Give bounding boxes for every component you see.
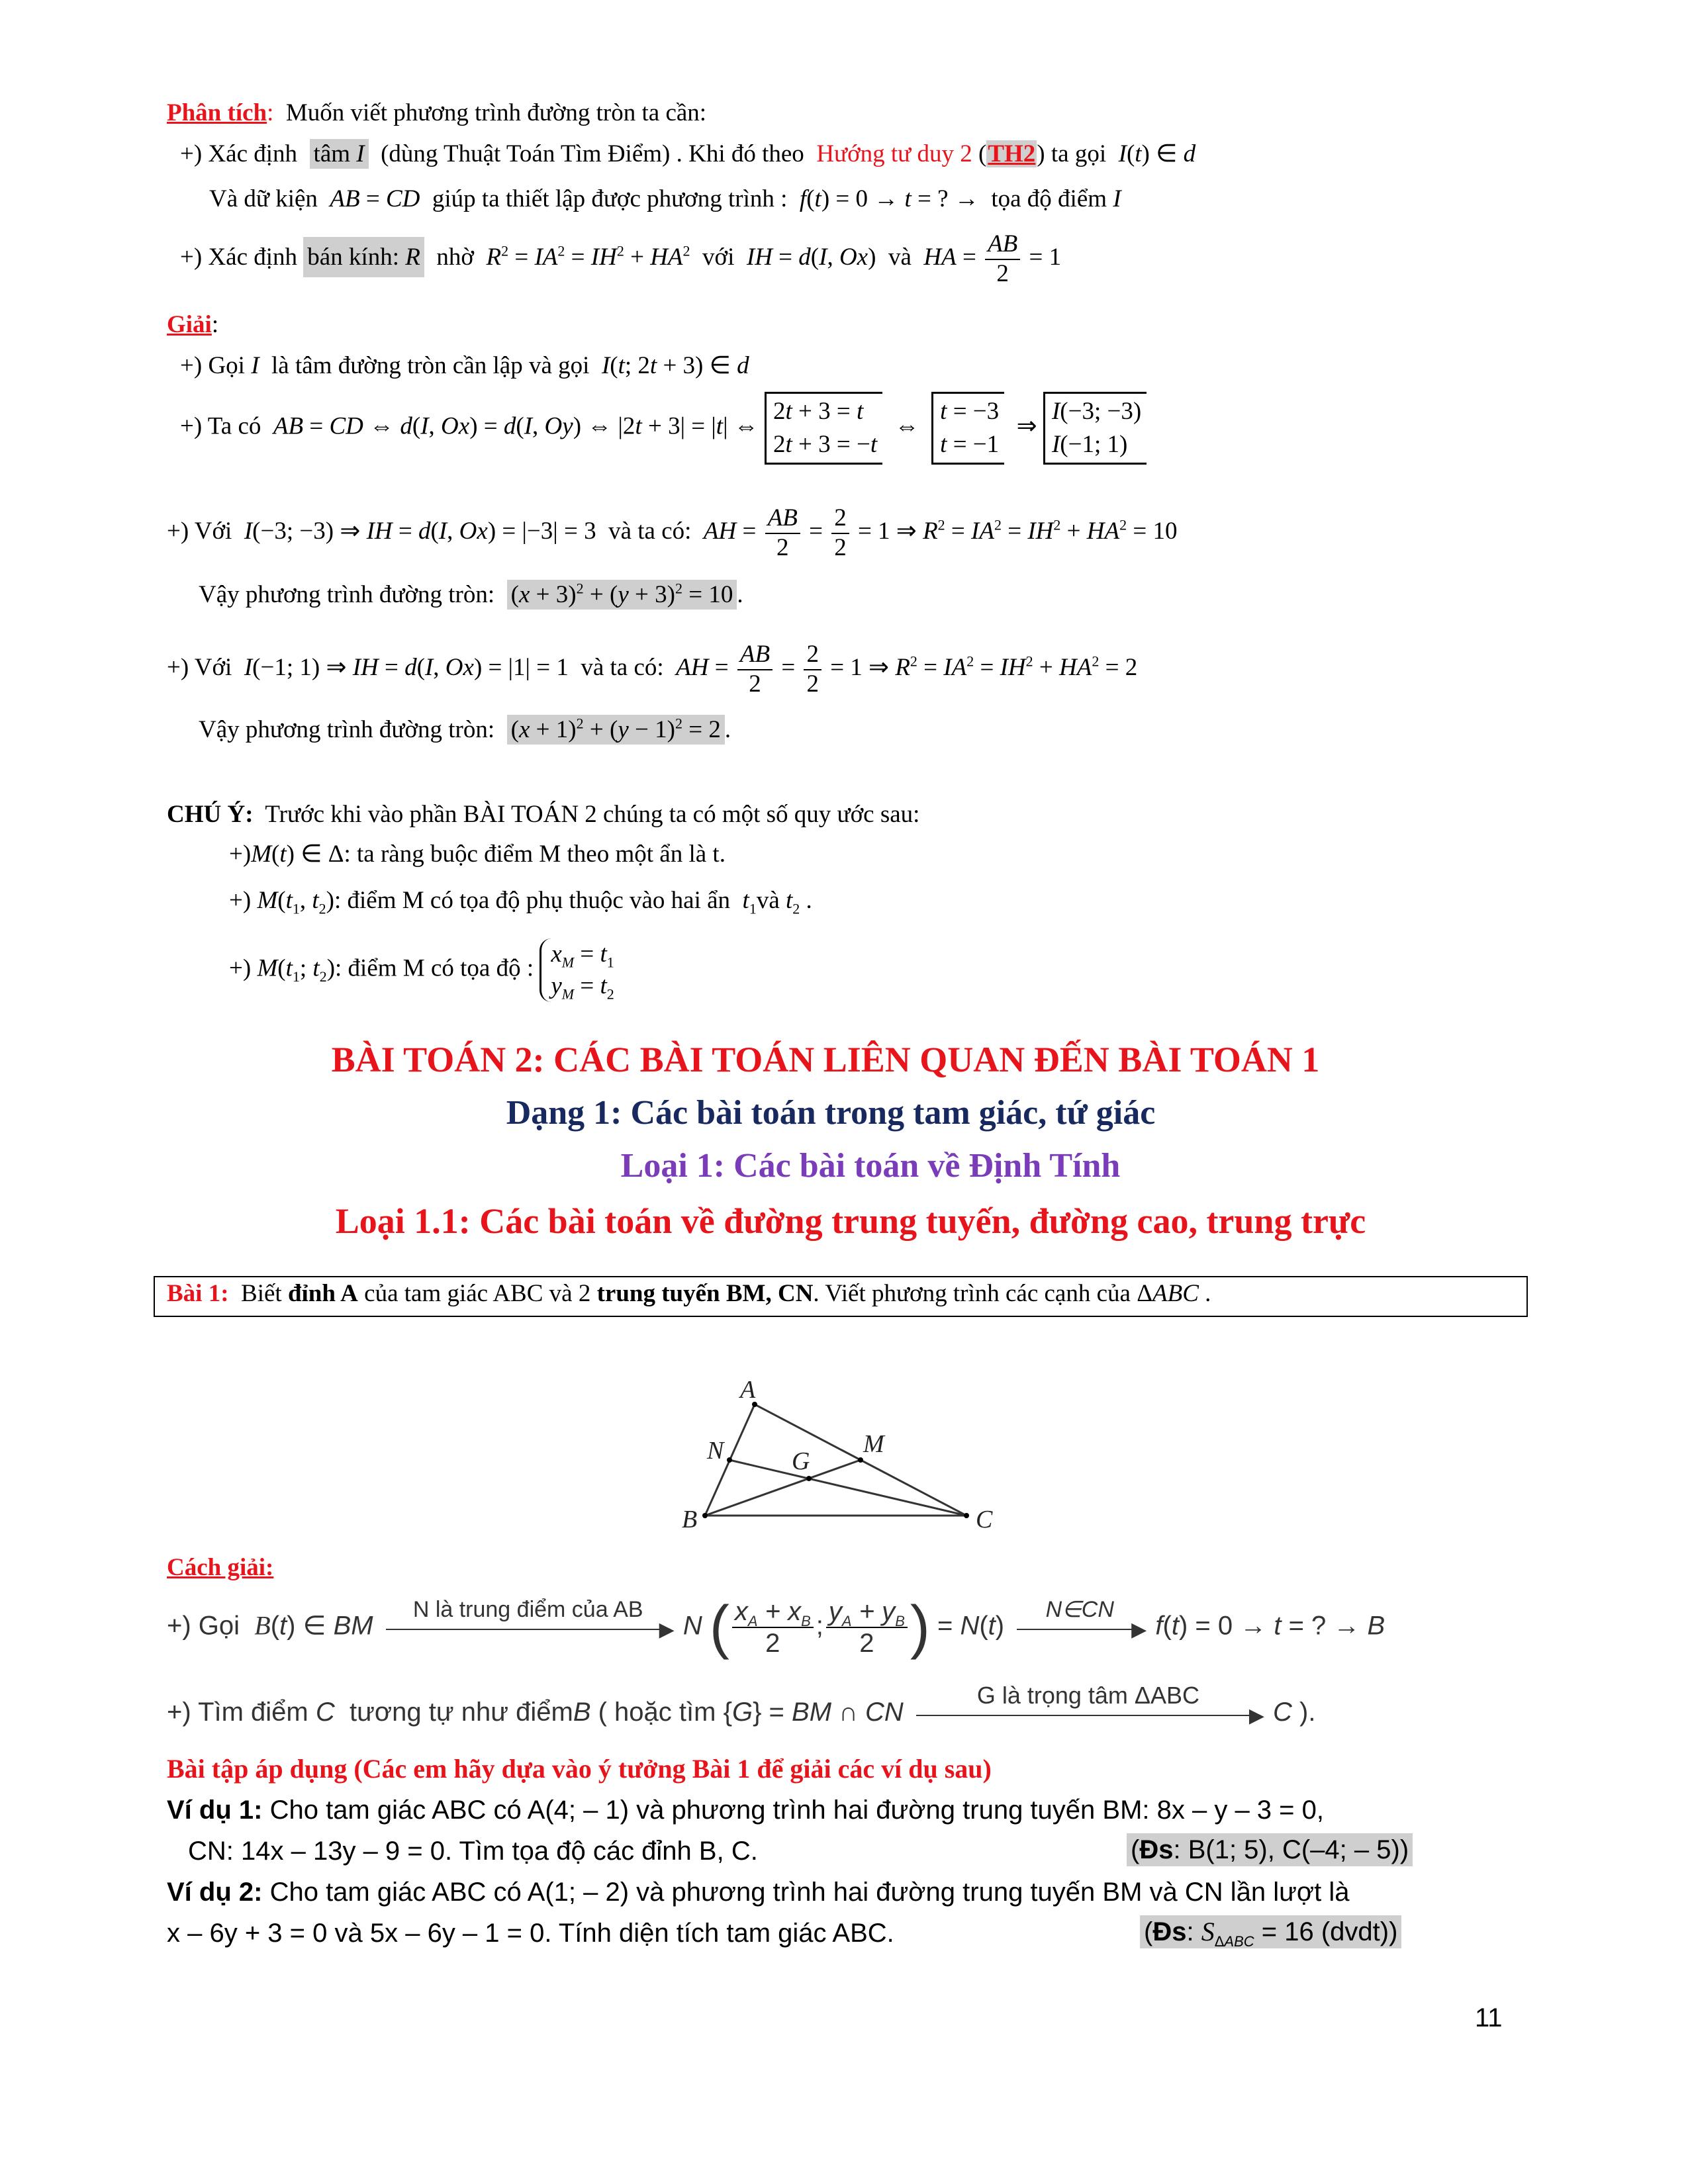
note-text: và <box>756 887 780 914</box>
solution-line-5: +) Với I(−1; 1) ⇒ IH = d(I, Ox) = |1| = 1 và ta có: AH = $\frac{AB}{2}$ = $\frac{2}{2}$ = 1 ⇒ $R^2 = IA^2 = IH^2 + HA^2 = 2$ <box>167 641 1138 698</box>
example-label: Ví dụ 1: <box>167 1796 263 1825</box>
answer-label: Đs <box>1139 1835 1174 1864</box>
solution-text: là tâm đường tròn cần lập và gọi <box>271 352 590 379</box>
answer-circle-2: $(x + 1)^2 + (y - 1)^2 = 2$ <box>507 715 725 745</box>
analysis-text: bán kính: <box>307 244 400 271</box>
problem-line: Bài 1: Biết đỉnh A của tam giác ABC và 2 trung tuyến BM, CN. Viết phương trình các cạnh của ΔABC . <box>167 1280 1211 1307</box>
heading-dang-1: Dạng 1: Các bài toán trong tam giác, tứ giác <box>506 1094 1156 1132</box>
answer-text: (dvdt)) <box>1321 1917 1398 1946</box>
label-n: N <box>707 1437 724 1465</box>
exercises-title: Bài tập áp dụng (Các em hãy dựa vào ý tưởng Bài 1 để giải các ví dụ sau) <box>167 1754 992 1784</box>
analysis-text: tâm <box>313 140 351 167</box>
answer-circle-1: $(x + 3)^2 + (y + 3)^2 = 10$ <box>507 580 737 610</box>
analysis-text: Và dữ kiện <box>209 185 318 212</box>
method-line-1: +) Gọi B(t) ∈ BM N là trung điểm của AB ▶ N ( $\frac{x_A + x_B}{2}$ ; $\frac{y_A + y_B}{2}$ ) = N(t) N∈CN ▶ f(t) = 0 → t = ? → B <box>167 1594 1385 1661</box>
solution-line-2: +) Ta có AB = CD ⇔ d(I, Ox) = d(I, Oy) ⇔ |2t + 3| = |t| ⇔ 2t + 3 = t 2t + 3 = −t ⇔ t = −3 t = −1 ⇒ I(−3; −3) I(−1; 1) <box>180 392 1147 465</box>
solution-text: Vậy phương trình đường tròn: <box>199 716 495 743</box>
answer-text: : B(1; 5), C(–4; – 5)) <box>1173 1835 1409 1864</box>
th2-tag: TH2 <box>988 140 1036 167</box>
analysis-line-2: Và dữ kiện AB = CD giúp ta thiết lập được phương trình : f(t) = 0 → t = ? → tọa độ điểm I <box>209 185 1121 212</box>
analysis-text: (dùng Thuật Toán Tìm Điểm) . Khi đó theo <box>381 140 804 167</box>
analysis-text: ta gọi <box>1051 140 1107 167</box>
analysis-text: và <box>888 244 912 271</box>
example-2-answer: (Đs: $S_{\Delta ABC} = 16$ (dvdt)) <box>1140 1915 1401 1948</box>
arrow-centroid: G là trọng tâm ΔABC ▶ <box>916 1700 1260 1727</box>
solution-line-4: Vậy phương trình đường tròn: $(x + 3)^2 + (y + 3)^2 = 10$ . <box>199 580 743 608</box>
solution-text: và ta có: <box>581 654 664 682</box>
note-item-2: +) $M(t_1$, $t_2$): điểm M có tọa độ phụ thuộc vào hai ẩn $t_1và$ $t_2$ . <box>229 887 812 917</box>
point-g <box>806 1476 812 1481</box>
analysis-text: tọa độ điểm <box>991 185 1107 212</box>
problem-text: đỉnh A <box>287 1280 358 1307</box>
method-text: +) Tìm điểm <box>167 1698 308 1727</box>
analysis-line-3: +) Xác định bán kính: R nhờ $R^2 = IA^2 = IH^2 + HA^2$ với IH = d(I, Ox) và HA = $\frac{AB}{2}$ = 1 <box>180 230 1062 287</box>
analysis-text: +) Xác định <box>180 140 298 167</box>
note-item-3: +) $M(t_1$; $t_2$): điểm M có tọa độ : $x_M = t_1$ $y_M = t_2$ <box>229 938 620 1002</box>
solution-text: +) Gọi <box>180 352 245 379</box>
example-text: CN: 14x – 13y – 9 = 0. Tìm tọa độ các đỉnh B, C. <box>188 1837 758 1866</box>
case-bracket-2: t = −3 t = −1 <box>931 392 1004 465</box>
note-text: : điểm M có tọa độ : <box>335 954 534 982</box>
analysis-label: Phân tích <box>167 99 267 126</box>
point-c <box>964 1513 969 1518</box>
example-text: x – 6y + 3 = 0 và 5x – 6y – 1 = 0. Tính diện tích tam giác ABC. <box>167 1919 894 1948</box>
answer-label: Đs <box>1152 1917 1187 1946</box>
method-text: tương tự như điểm <box>350 1698 573 1727</box>
arrow-on-cn: N∈CN ▶ <box>1017 1614 1143 1641</box>
median-bm <box>705 1460 861 1516</box>
example-text: Cho tam giác ABC có A(1; – 2) và phương trình hai đường trung tuyến BM và CN lần lượt là <box>269 1878 1350 1907</box>
red-highlight-text: Hướng tư duy 2 <box>816 140 972 167</box>
page-number: 11 <box>1475 2003 1503 2032</box>
analysis-intro-line: Phân tích: Muốn viết phương trình đường tròn ta cần: <box>167 99 707 126</box>
solution-line-3: +) Với I(−3; −3) ⇒ IH = d(I, Ox) = |−3| = 3 và ta có: AH = $\frac{AB}{2}$ = $\frac{2}{2}$ = 1 ⇒ $R^2 = IA^2 = IH^2 + HA^2 = 10$ <box>167 504 1178 561</box>
note-text: : ta ràng buộc điểm M theo một ẩn là t. <box>344 841 726 868</box>
method-heading <box>167 1554 273 1582</box>
heading-loai-1: Loại 1: Các bài toán về Định Tính <box>620 1147 1121 1185</box>
label-g: G <box>792 1447 810 1475</box>
point-b <box>702 1513 708 1518</box>
problem-text: của tam giác ABC và 2 <box>364 1280 591 1307</box>
label-c: C <box>976 1506 993 1533</box>
arrow-label: G là trọng tâm ΔABC <box>976 1682 1199 1709</box>
solution-text: +) Với <box>167 654 232 682</box>
problem-text: Biết <box>241 1280 282 1307</box>
arrow-label: N là trung điểm của AB <box>412 1597 643 1622</box>
point-n <box>727 1457 732 1463</box>
note-text: Trước khi vào phần BÀI TOÁN 2 chúng ta có một số quy ước sau: <box>265 801 920 828</box>
solution-line-1: +) Gọi I là tâm đường tròn cần lập và gọi I(t; 2t + 3) ∈ d <box>180 352 749 379</box>
solution-heading: Giải: <box>167 311 219 338</box>
solution-text: +) Với <box>167 518 232 545</box>
solution-text: và ta có: <box>608 518 692 545</box>
label-b: B <box>682 1506 698 1533</box>
method-text: ( hoặc tìm <box>598 1698 716 1727</box>
analysis-line-1: +) Xác định tâm I (dùng Thuật Toán Tìm Điểm) . Khi đó theo Hướng tư duy 2 (TH2) ta gọi I(t) ∈ d <box>180 140 1196 167</box>
solution-line-6: Vậy phương trình đường tròn: $(x + 1)^2 + (y - 1)^2 = 2$ . <box>199 715 731 743</box>
problem-text: . Viết phương trình các cạnh của <box>813 1280 1131 1307</box>
case-bracket-1: 2t + 3 = t 2t + 3 = −t <box>765 392 882 465</box>
triangle-figure <box>662 1370 1019 1555</box>
example-text: Cho tam giác ABC có A(4; – 1) và phương trình hai đường trung tuyến BM: 8x – y – 3 = 0, <box>269 1796 1324 1825</box>
arrow-label: N∈CN <box>1045 1597 1114 1622</box>
example-2-line-1 <box>167 1877 1350 1907</box>
solution-label: Giải <box>167 311 212 338</box>
analysis-intro: Muốn viết phương trình đường tròn ta cần: <box>285 99 707 126</box>
analysis-text: +) Xác định <box>180 244 298 271</box>
label-a: A <box>740 1376 756 1404</box>
example-label: Ví dụ 2: <box>167 1878 263 1907</box>
method-text: +) Gọi <box>167 1611 240 1641</box>
example-2-line-2 <box>167 1918 894 1948</box>
heading-loai-1-1: Loại 1.1: Các bài toán về đường trung tuyến, đường cao, trung trực <box>335 1201 1366 1241</box>
method-label: Cách giải: <box>167 1554 274 1581</box>
method-line-2: +) Tìm điểm C tương tự như điểmB ( hoặc tìm {G} = BM ∩ CN G là trọng tâm ΔABC ▶ C ). <box>167 1682 1316 1727</box>
example-1-line-2 <box>188 1836 758 1866</box>
problem-text: trung tuyến BM, CN <box>596 1280 814 1307</box>
coordinate-system-brace: $x_M = t_1$ $y_M = t_2$ <box>539 938 619 1002</box>
example-1-answer: (Đs: B(1; 5), C(–4; – 5)) <box>1127 1833 1413 1866</box>
case-bracket-3: I(−3; −3) I(−1; 1) <box>1043 392 1147 465</box>
median-cn <box>729 1460 966 1516</box>
solution-text: Vậy phương trình đường tròn: <box>199 581 495 608</box>
analysis-text: với <box>702 244 735 271</box>
problem-label: Bài 1: <box>167 1280 229 1307</box>
note-label: CHÚ Ý: <box>167 801 254 828</box>
arrow-midpoint: N là trung điểm của AB ▶ <box>386 1614 671 1641</box>
example-1-line-1 <box>167 1795 1324 1825</box>
note-line <box>167 801 919 829</box>
note-item-1: +)M(t) ∈ Δ: ta ràng buộc điểm M theo một ẩn là t. <box>229 841 726 868</box>
note-text: : điểm M có tọa độ phụ thuộc vào hai ẩn <box>334 887 731 914</box>
solution-text: +) Ta có <box>180 412 261 440</box>
label-m: M <box>863 1430 884 1458</box>
analysis-text: giúp ta thiết lập được phương trình : <box>432 185 788 212</box>
analysis-text: nhờ <box>436 244 474 271</box>
heading-bai-toan-2: BÀI TOÁN 2: CÁC BÀI TOÁN LIÊN QUAN ĐẾN BÀI TOÁN 1 <box>331 1040 1320 1079</box>
point-m <box>858 1457 863 1463</box>
